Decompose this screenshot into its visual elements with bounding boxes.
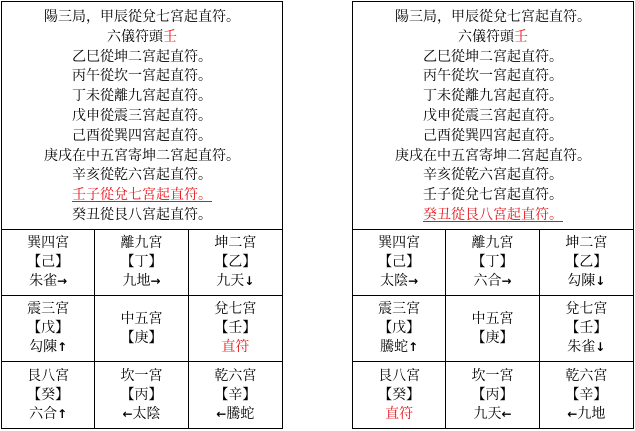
palace-cell-dui — [189, 296, 282, 362]
palace-name: 坤二宮 — [565, 235, 608, 251]
palace-cell-li — [95, 230, 188, 296]
left-panel — [1, 1, 283, 429]
palace-stem: 【戊】 — [27, 320, 70, 336]
palace-star: 騰蛇↑ — [380, 339, 419, 355]
rule-line: 乙巳從坤二宮起直符。 — [72, 48, 212, 65]
palace-cell-kun — [540, 230, 633, 296]
palace-star-zhifu: 直符 — [385, 405, 414, 422]
palace-stem: 【癸】 — [27, 386, 70, 403]
palace-name: 離九宮 — [471, 235, 514, 251]
palace-name: 中五宮 — [120, 310, 163, 327]
arrow-up-icon: ↑ — [57, 340, 68, 354]
rule-line: 辛亥從乾六宮起直符。 — [423, 167, 563, 184]
palace-name: 坎一宮 — [120, 367, 163, 384]
rule-line: 己酉從巽四宮起直符。 — [72, 127, 212, 144]
palace-stem: 【丙】 — [471, 386, 514, 403]
right-panel — [352, 1, 634, 429]
arrow-right-icon: → — [408, 274, 419, 288]
palace-star: 朱雀↓ — [567, 339, 606, 355]
palace-cell-zhen — [2, 296, 95, 362]
palace-star: ←騰蛇 — [216, 405, 255, 422]
rule-line: 己酉從巽四宮起直符。 — [423, 127, 563, 144]
palace-cell-dui — [540, 296, 633, 362]
palace-name: 坎一宮 — [471, 367, 514, 384]
palace-star: 六合→ — [473, 273, 512, 289]
palace-name: 震三宮 — [27, 301, 70, 317]
palace-star: 九天← — [473, 405, 512, 422]
palace-name: 巽四宮 — [27, 235, 70, 251]
palace-stem: 【己】 — [378, 254, 421, 270]
palace-cell-qian — [189, 362, 282, 428]
palace-cell-kan — [446, 362, 539, 428]
palace-stem: 【丙】 — [120, 386, 163, 403]
palace-star: ←太陰 — [122, 405, 161, 422]
palace-cell-gen — [2, 362, 95, 428]
rule-line: 戊申從震三宮起直符。 — [423, 107, 563, 124]
palace-cell-xun — [2, 230, 95, 296]
fu-tou-label: 六儀符頭 — [458, 28, 514, 45]
highlighted-rule-text: 癸丑從艮八宮起直符。 — [423, 206, 563, 223]
arrow-up-icon: ↑ — [408, 340, 419, 354]
palace-cell-xun — [353, 230, 446, 296]
arrow-right-icon: → — [57, 274, 68, 288]
palace-stem: 【辛】 — [565, 386, 608, 403]
highlighted-rule-line — [2, 186, 282, 206]
rule-line: 丁未從離九宮起直符。 — [72, 88, 212, 105]
palace-cell-center — [446, 296, 539, 362]
rule-line: 戊申從震三宮起直符。 — [72, 107, 212, 124]
title-line: 陽三局，甲辰從兌七宮起直符。 — [44, 9, 240, 25]
palace-name: 艮八宮 — [378, 367, 421, 384]
palace-stem: 【辛】 — [214, 386, 257, 403]
fu-tou-line — [353, 28, 633, 48]
highlighted-rule-text: 壬子從兌七宮起直符。 — [72, 187, 212, 204]
rule-text-block — [353, 2, 633, 230]
arrow-right-icon: → — [501, 274, 512, 288]
highlighted-rule-line — [353, 206, 633, 226]
rule-line: 辛亥從乾六宮起直符。 — [72, 167, 212, 184]
palace-name: 巽四宮 — [378, 235, 421, 251]
rule-text-block — [2, 2, 282, 230]
palace-star: 勾陳↓ — [567, 273, 606, 289]
palace-cell-li — [446, 230, 539, 296]
arrow-up-icon: ↑ — [57, 406, 68, 421]
rule-line: 乙巳從坤二宮起直符。 — [423, 48, 563, 65]
palace-stem: 【丁】 — [120, 254, 163, 270]
palace-star: ←九地 — [567, 405, 606, 422]
rule-line: 丙午從坎一宮起直符。 — [423, 68, 563, 85]
arrow-down-icon: ↓ — [595, 340, 606, 354]
fu-tou-highlight: 壬 — [163, 28, 177, 45]
palace-name: 艮八宮 — [27, 367, 70, 384]
arrow-down-icon: ↓ — [244, 274, 255, 288]
palace-stem: 【壬】 — [565, 320, 608, 336]
arrow-left-icon: ← — [567, 406, 578, 421]
title-line: 陽三局，甲辰從兌七宮起直符。 — [395, 9, 591, 25]
palace-stem: 【乙】 — [565, 254, 608, 270]
palace-name: 兌七宮 — [565, 301, 608, 317]
palace-star: 太陰→ — [380, 273, 419, 289]
rule-line: 庚戌在中五宮寄坤二宮起直符。 — [44, 147, 240, 164]
palace-stem: 【庚】 — [120, 329, 163, 346]
palace-name: 震三宮 — [378, 301, 421, 317]
fu-tou-label: 六儀符頭 — [107, 28, 163, 45]
rule-line: 丁未從離九宮起直符。 — [423, 88, 563, 105]
fu-tou-line — [2, 28, 282, 48]
arrow-left-icon: ← — [216, 406, 227, 421]
arrow-left-icon: ← — [501, 406, 512, 421]
arrow-left-icon: ← — [122, 406, 133, 421]
palace-cell-kan — [95, 362, 188, 428]
palace-stem: 【戊】 — [378, 320, 421, 336]
rule-line: 庚戌在中五宮寄坤二宮起直符。 — [395, 147, 591, 164]
palace-stem: 【己】 — [27, 254, 70, 270]
palace-name: 乾六宮 — [214, 367, 257, 384]
rule-line: 壬子從兌七宮起直符。 — [423, 187, 563, 204]
palace-stem: 【乙】 — [214, 254, 257, 270]
palace-name: 乾六宮 — [565, 367, 608, 384]
palace-star: 九地→ — [122, 273, 161, 289]
palace-cell-zhen — [353, 296, 446, 362]
palace-name: 坤二宮 — [214, 235, 257, 251]
rule-line: 丙午從坎一宮起直符。 — [72, 68, 212, 85]
arrow-down-icon: ↓ — [595, 274, 606, 288]
palace-star: 六合↑ — [29, 405, 68, 422]
palace-stem: 【壬】 — [214, 320, 257, 336]
palace-cell-qian — [540, 362, 633, 428]
fu-tou-highlight: 壬 — [514, 28, 528, 45]
palace-name: 離九宮 — [120, 235, 163, 251]
rule-line: 癸丑從艮八宮起直符。 — [72, 206, 212, 223]
palace-name: 中五宮 — [471, 310, 514, 327]
palace-cell-gen — [353, 362, 446, 428]
palace-stem: 【癸】 — [378, 386, 421, 403]
arrow-right-icon: → — [150, 274, 161, 288]
palace-cell-center — [95, 296, 188, 362]
palace-star: 九天↓ — [216, 273, 255, 289]
palace-stem: 【丁】 — [471, 254, 514, 270]
palace-star: 朱雀→ — [29, 273, 68, 289]
palace-star-zhifu: 直符 — [221, 339, 250, 355]
palace-grid — [2, 230, 282, 428]
palace-cell-kun — [189, 230, 282, 296]
palace-grid — [353, 230, 633, 428]
palace-stem: 【庚】 — [471, 329, 514, 346]
palace-star: 勾陳↑ — [29, 339, 68, 355]
palace-name: 兌七宮 — [214, 301, 257, 317]
